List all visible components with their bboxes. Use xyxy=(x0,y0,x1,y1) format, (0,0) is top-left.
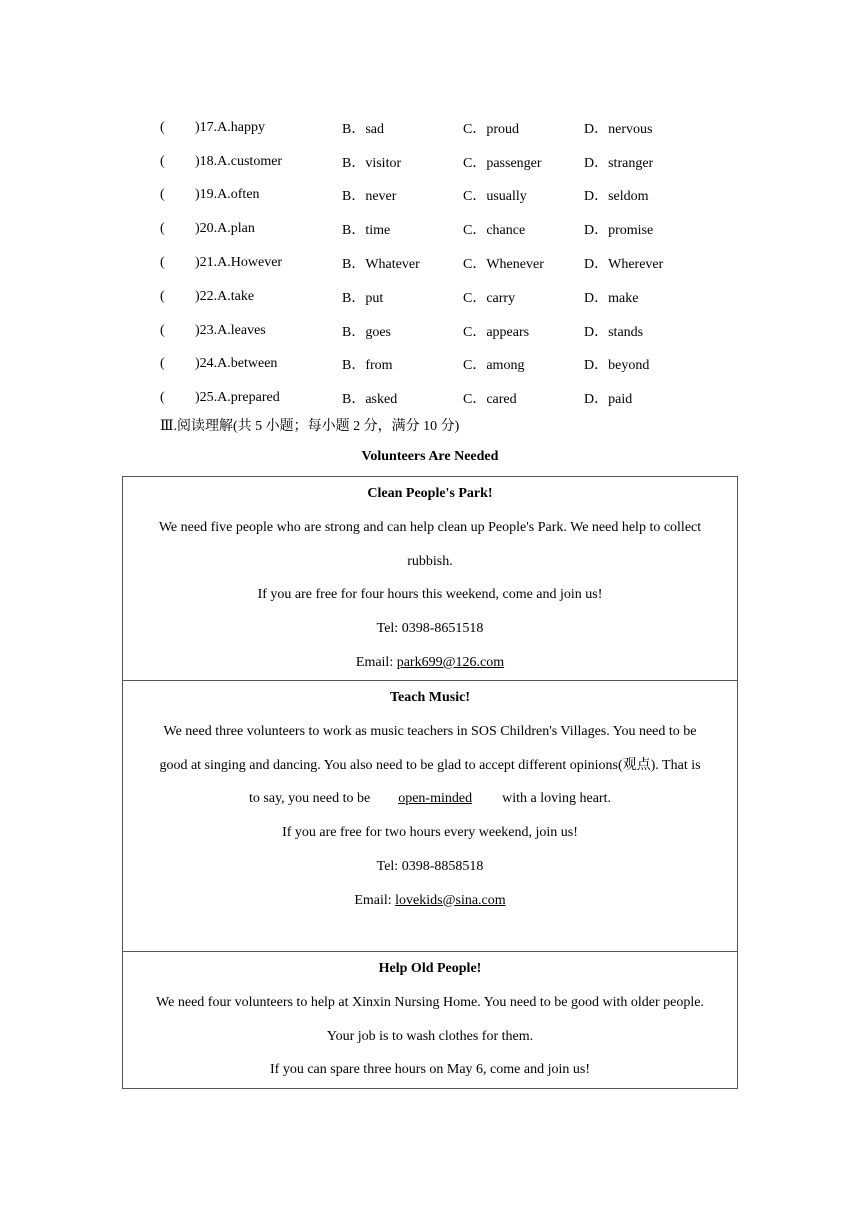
option-b: B．asked xyxy=(342,392,398,408)
option-d: D．Wherever xyxy=(584,257,664,273)
passage-title: Volunteers Are Needed xyxy=(361,449,499,464)
ad-cell-music xyxy=(123,681,738,952)
option-a: )19.A.often xyxy=(195,187,260,203)
section-heading: Ⅲ.阅读理解(共 5 小题；每小题 2 分，满分 10 分) xyxy=(160,419,460,434)
ad-title: Teach Music! xyxy=(390,690,470,705)
email-label: Email: xyxy=(355,654,397,670)
option-c: C．appears xyxy=(463,324,530,340)
question-number-with-option-a xyxy=(160,221,342,237)
option-d: D．stranger xyxy=(584,155,654,171)
option-d: D．nervous xyxy=(584,121,653,137)
ad-tel: Tel: 0398-8651518 xyxy=(376,621,484,637)
ad-tel: Tel: 0398-8858518 xyxy=(376,858,484,874)
answer-bracket[interactable]: ( xyxy=(160,356,165,372)
ad-body-with-blank xyxy=(133,782,727,816)
option-b: B．sad xyxy=(342,121,384,137)
option-d: D．stands xyxy=(584,324,644,340)
option-a: )21.A.However xyxy=(195,255,283,271)
ad-body: Your job is to wash clothes for them. xyxy=(326,1028,534,1044)
ad-title: Help Old People! xyxy=(378,961,482,976)
question-number-with-option-a xyxy=(160,323,342,339)
option-b: B．Whatever xyxy=(342,257,420,273)
option-a: )20.A.plan xyxy=(195,221,255,237)
option-b: B．never xyxy=(342,189,397,205)
email-link[interactable]: lovekids@sina.com xyxy=(395,892,506,908)
question-number-with-option-a xyxy=(160,289,342,305)
question-number-with-option-a xyxy=(160,187,342,203)
ad-body: We need five people who are strong and can help clean up People's Park. We need help to collect xyxy=(158,519,702,535)
ad-row-music xyxy=(123,681,738,952)
answer-bracket[interactable]: ( xyxy=(160,221,165,237)
question-row xyxy=(160,314,720,348)
option-b: B．from xyxy=(342,358,393,374)
option-c: C．cared xyxy=(463,392,517,408)
option-a: )24.A.between xyxy=(195,356,278,372)
option-d: D．beyond xyxy=(584,358,650,374)
option-b: B．put xyxy=(342,290,384,306)
answer-bracket[interactable]: ( xyxy=(160,255,165,271)
blank-answer-text: open-minded xyxy=(398,791,473,807)
option-c: C．chance xyxy=(463,223,526,239)
option-d: D．paid xyxy=(584,392,633,408)
ad-cell-park xyxy=(123,477,738,681)
ad-body: We need three volunteers to work as music teachers in SOS Children's Villages. You need to be xyxy=(163,723,697,739)
answer-bracket[interactable]: ( xyxy=(160,390,165,406)
ad-free-time: If you can spare three hours on May 6, come and join us! xyxy=(270,1062,590,1078)
option-b: B．time xyxy=(342,223,391,239)
email-label: Email: xyxy=(354,892,396,908)
question-row xyxy=(160,212,720,246)
question-row xyxy=(160,381,720,415)
option-b: B．visitor xyxy=(342,155,402,171)
option-c: C．carry xyxy=(463,290,516,306)
ad-body: rubbish. xyxy=(407,553,453,569)
answer-bracket[interactable]: ( xyxy=(160,322,165,338)
question-number-with-option-a xyxy=(160,154,342,170)
option-d: D．promise xyxy=(584,223,654,239)
option-c: C．among xyxy=(463,358,525,374)
question-row xyxy=(160,246,720,280)
option-a: )18.A.customer xyxy=(195,153,283,169)
option-a: )23.A.leaves xyxy=(195,322,266,338)
ad-title: Clean People's Park! xyxy=(367,486,493,501)
option-a: )22.A.take xyxy=(195,288,255,304)
option-a: )17.A.happy xyxy=(195,119,265,135)
ad-body: with a loving heart. xyxy=(502,791,611,807)
option-c: C．usually xyxy=(463,189,527,205)
option-d: D．make xyxy=(584,290,639,306)
question-row xyxy=(160,145,720,179)
volunteer-ads-table xyxy=(122,476,738,1089)
question-number-with-option-a xyxy=(160,356,342,372)
option-d: D．seldom xyxy=(584,189,649,205)
option-a: )25.A.prepared xyxy=(195,390,280,406)
answer-bracket[interactable]: ( xyxy=(160,153,165,169)
answer-bracket[interactable]: ( xyxy=(160,187,165,203)
email-link[interactable]: park699@126.com xyxy=(396,654,505,670)
ad-email-line xyxy=(133,646,727,680)
cloze-question-list xyxy=(160,111,720,415)
ad-body: to say, you need to be xyxy=(249,791,371,807)
fill-blank-answer xyxy=(384,791,486,806)
question-row xyxy=(160,348,720,382)
ad-row-old-people xyxy=(123,952,738,1089)
question-number-with-option-a xyxy=(160,255,342,271)
question-row xyxy=(160,179,720,213)
answer-bracket[interactable]: ( xyxy=(160,288,165,304)
question-row xyxy=(160,111,720,145)
question-number-with-option-a xyxy=(160,120,342,136)
option-c: C．proud xyxy=(463,121,519,137)
option-c: C．Whenever xyxy=(463,257,544,273)
option-c: C．passenger xyxy=(463,155,542,171)
ad-body: We need four volunteers to help at Xinxin Nursing Home. You need to be good with older people. xyxy=(156,994,704,1010)
question-row xyxy=(160,280,720,314)
ad-cell-old-people xyxy=(123,952,738,1089)
ad-email-line xyxy=(133,884,727,918)
ad-body: good at singing and dancing. You also need to be glad to accept different opinions(观点). That is xyxy=(159,757,701,773)
ad-free-time: If you are free for two hours every weekend, join us! xyxy=(282,825,578,841)
answer-bracket[interactable]: ( xyxy=(160,119,165,135)
ad-free-time: If you are free for four hours this weekend, come and join us! xyxy=(257,587,603,603)
question-number-with-option-a xyxy=(160,390,342,406)
ad-row-park xyxy=(123,477,738,681)
option-b: B．goes xyxy=(342,324,391,340)
